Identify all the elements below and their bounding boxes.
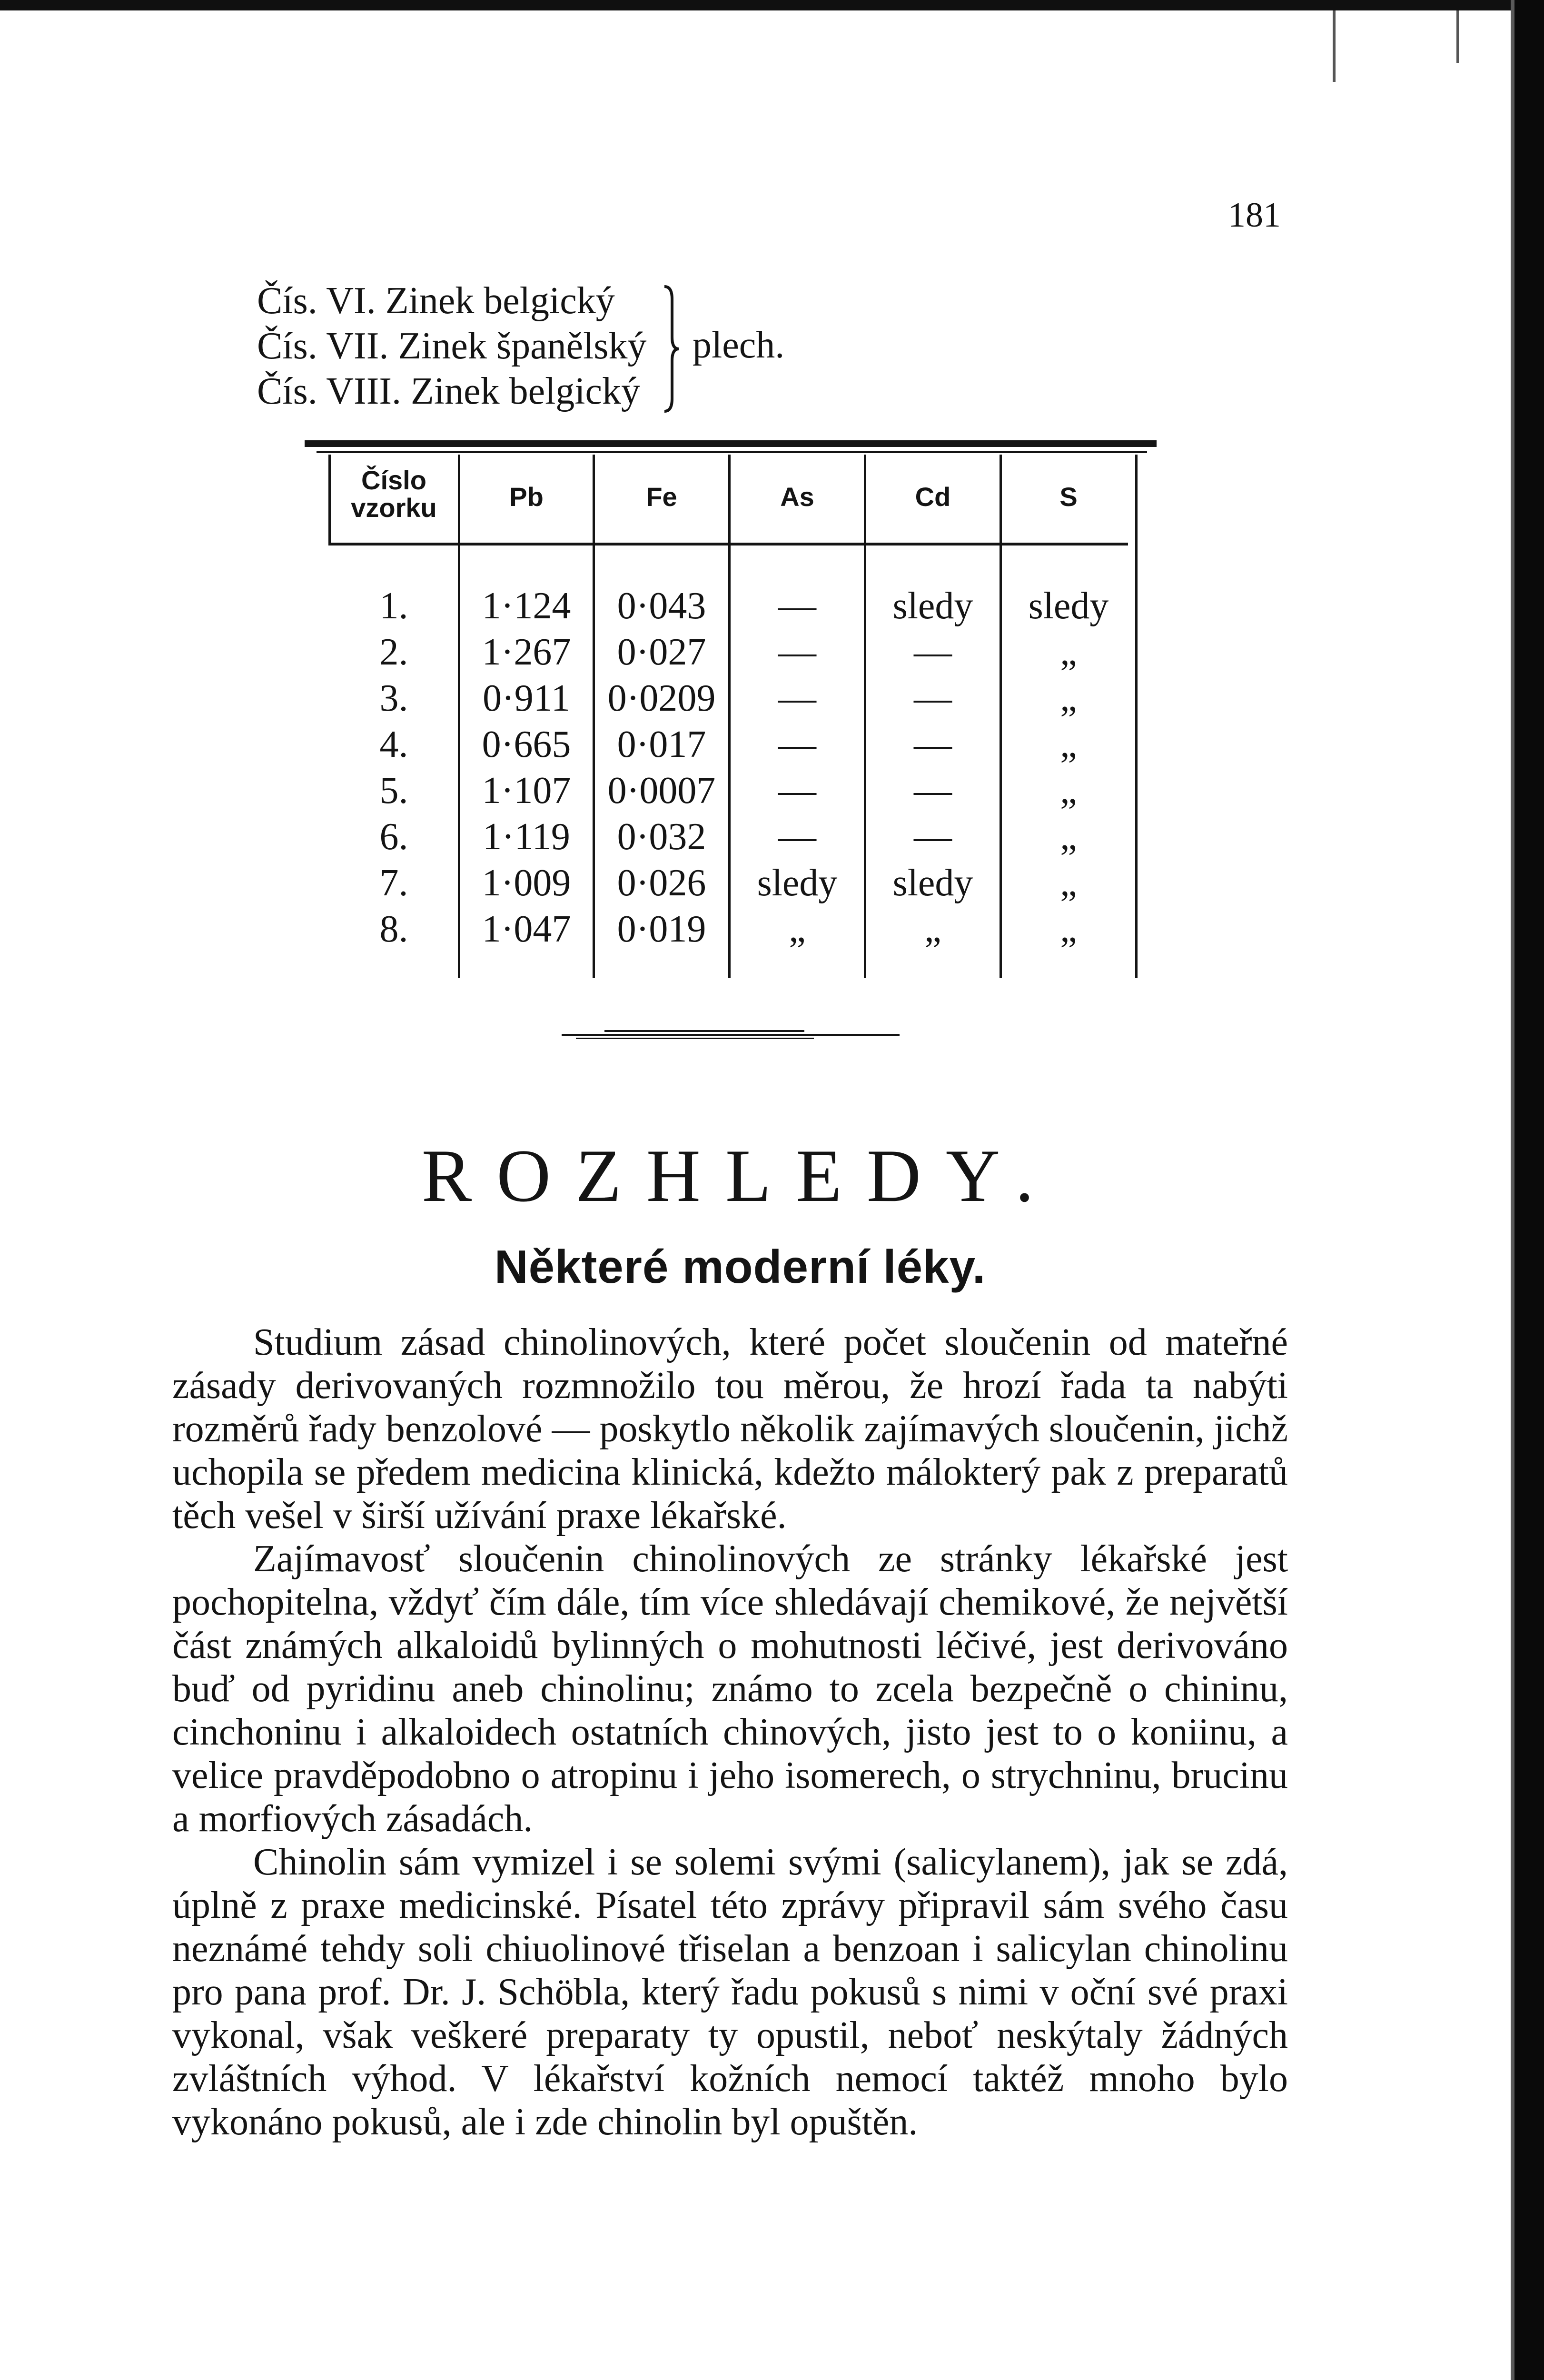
divider-rule [576,1038,814,1039]
cell-s: „ [1060,631,1077,673]
scan-edge-right [1514,0,1544,2380]
sample-list [257,278,646,414]
cell-pb: 1·107 [482,770,571,812]
cell-s: „ [1060,677,1077,719]
sample-item: Čís. VIII. Zinek belgický [257,370,641,412]
table-header-s: S [1059,482,1078,512]
cell-fe: 0·0007 [607,770,716,812]
table-header-as: As [780,482,814,512]
cell-s: „ [1060,862,1077,904]
cell-pb: 0·665 [482,724,571,765]
cell-fe: 0·019 [617,908,706,950]
cell-cd: sledy [892,585,973,627]
section-title: ROZHLEDY. [421,1134,1059,1218]
paragraph: Zajímavosť sloučenin chinolinových ze stránky lékařské jest pochopitelna, vždyť čím dále, tím více shledávají chemikové, že největší část známých alkaloidů bylinných o mohutnosti léčivé, jest derivováno buď od pyridinu aneb chinolinu; známo to zcela bezpečně o chininu, cinchoninu i alkaloidech ostatních chinových, jisto jest to o koniinu, a velice pravděpodobno o atropinu i jeho isomerech, o strychninu, brucinu a morfiových zásadách. [172,1538,1288,1840]
cell-fe: 0·026 [617,862,706,904]
scan-edge-top [0,0,1544,10]
cell-sample: 8. [379,908,408,950]
cell-s: „ [1060,816,1077,858]
divider-rule [562,1034,900,1036]
sample-item: Čís. VI. Zinek belgický [257,280,615,322]
cell-as: — [778,677,816,719]
divider-rule [604,1030,804,1032]
cell-sample: 4. [379,724,408,765]
cell-pb: 0·911 [483,677,570,719]
cell-pb: 1·119 [483,816,570,858]
table-top-rule [305,440,1157,447]
cell-fe: 0·032 [617,816,706,858]
cell-fe: 0·043 [617,585,706,627]
cell-cd: — [914,631,952,673]
cell-as: — [778,631,816,673]
cell-as: — [778,585,816,627]
table-top-rule-thin [317,451,1147,453]
cell-as: — [778,724,816,765]
article-title: Některé moderní léky. [494,1240,986,1293]
cell-as: sledy [757,862,838,904]
scan-mark [1456,10,1459,63]
cell-s: „ [1060,908,1077,950]
cell-s: „ [1060,770,1077,812]
cell-pb: 1·124 [482,585,571,627]
cell-as: „ [789,908,806,950]
table-header-pb: Pb [509,482,544,512]
table-header-sample: Číslo vzorku [351,465,437,523]
cell-fe: 0·017 [617,724,706,765]
cell-as: — [778,770,816,812]
cell-pb: 1·047 [482,908,571,950]
cell-s: „ [1060,724,1077,765]
cell-cd: sledy [892,862,973,904]
page-number: 181 [1228,196,1281,235]
cell-sample: 1. [379,585,408,627]
cell-fe: 0·0209 [607,677,716,719]
curly-brace-icon [662,285,681,413]
paragraph: Chinolin sám vymizel i se solemi svými (salicylanem), jak se zdá, úplně z praxe medicinské. Písatel této zprávy připravil sám svého času neznámé tehdy soli chiuolinové třiselan a benzoan i salicylan chinolinu pro pana prof. Dr. J. Schöbla, který řadu pokusů s nimi v oční své praxi vykonal, však veškeré preparaty ty opustil, neboť neskýtaly žádných zvláštních výhod. V lékařství kožních nemocí taktéž mnoho bylo vykonáno pokusů, ale i zde chinolin byl opuštěn. [172,1841,1288,2143]
cell-fe: 0·027 [617,631,706,673]
column-divider [1135,455,1138,978]
cell-sample: 2. [379,631,408,673]
paragraph: Studium zásad chinolinových, které počet sloučenin od mateřné zásady derivovaných rozmnožilo tou měrou, že hrozí řada ta nabýti rozměrů řady benzolové — poskytlo několik zajímavých sloučenin, jichž uchopila se předem medicina klinická, kdežto málokterý pak z preparatů těch vešel v širší užívání praxe lékařské. [172,1321,1288,1537]
table-header-cd: Cd [915,482,951,512]
cell-cd: „ [924,908,941,950]
cell-sample: 3. [379,677,408,719]
cell-as: — [778,816,816,858]
cell-cd: — [914,816,952,858]
cell-sample: 6. [379,816,408,858]
cell-cd: — [914,677,952,719]
brace-label: plech. [693,324,785,366]
article-body [172,1321,1288,2144]
cell-cd: — [914,724,952,765]
cell-sample: 5. [379,770,408,812]
cell-sample: 7. [379,862,408,904]
scan-edge-right-shadow [1511,0,1514,2380]
cell-cd: — [914,770,952,812]
cell-s: sledy [1028,585,1109,627]
cell-pb: 1·267 [482,631,571,673]
cell-pb: 1·009 [482,862,571,904]
scan-mark [1333,10,1336,82]
table-header-fe: Fe [646,482,677,512]
sample-item: Čís. VII. Zinek španělský [257,325,647,367]
